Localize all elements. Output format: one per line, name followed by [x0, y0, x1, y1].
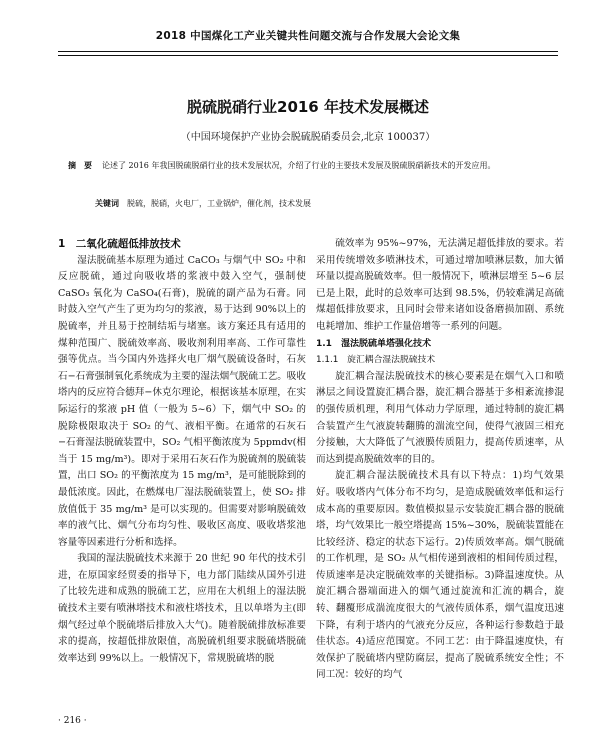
- running-header: 2018 中国煤化工产业关键共性问题交流与合作发展大会论文集: [155, 30, 461, 42]
- header-rule-thin: [58, 55, 558, 56]
- abstract-label: 摘 要: [68, 161, 92, 170]
- author-affiliation: （中国环境保护产业协会脱硫脱硝委员会,北京 100037）: [180, 132, 436, 143]
- paragraph: 湿法脱硫基本原理为通过 CaCO₃ 与烟气中 SO₂ 中和反应脱硫，通过向吸收塔的浆液中鼓入空气，强制使 CaSO₃ 氧化为 CaSO₄(石膏)，脱硫的副产品为石膏。同时鼓入空气产生了更为均匀的浆液，易于达到 90%以上的脱硫率，并且易于控制结垢与堵塞。该方案还具有适用的煤种范围广、脱硫效率高、吸收剂利用率高、工作可靠性强等优点。当今国内外选择火电厂烟气脱硫设备时，石灰石−石膏强制氧化系统成为主要的湿法烟气脱硫工艺。吸收塔内的反应符合德拜−休克尔理论，根据该基本原理，在实际运行的浆液 pH 值（一般为 5~6）下，烟气中 SO₂ 的脱除极限取决于 SO₂ 的气、液相平衡。在通常的石灰石−石膏湿法脱硫装置中，SO₂ 气相平衡浓度为 5ppmdv(相当于 15 mg/m³)。即对于采用石灰石作为脱硫剂的脱硫装置，出口 SO₂ 的平衡浓度为 15 mg/m³，是可能脱除到的最低浓度。因此，在燃煤电厂湿法脱硫装置上，使 SO₂ 排放值低于 35 mg/m³ 是可以实现的。但需要对影响脱硫效率的液气比、烟气分布均匀性、吸收区高度、吸收塔浆池容量等因素进行分析和选择。: [58, 254, 306, 548]
- abstract-text: 论述了 2016 年我国脱硫脱硝行业的技术发展状况，介绍了行业的主要技术发展及脱硫脱硝新技术的开发应用。: [102, 161, 496, 170]
- keywords-text: 脱硫，脱硝，火电厂，工业锅炉，催化剂，技术发展: [127, 199, 311, 208]
- keywords: [95, 198, 540, 209]
- left-column: [58, 236, 306, 667]
- paragraph: 我国的湿法脱硫技术来源于 20 世纪 90 年代的技术引进，在原国家经贸委的指导下，电力部门陆续从国外引进了比较先进和成熟的脱硫工艺，应用在大机组上的湿法脱硫技术主要有喷淋塔技术和液柱塔技术，且以单塔为主(即烟气经过单个脱硫塔后排放入大气)。随着脱硫排放标准要求的提高，按超低排放限值，高脱硫机组要求脱硫塔脱硫效率达到 99%以上。一般情况下，常规脱硫塔的脱: [58, 553, 306, 664]
- paragraph: 旋汇耦合湿法脱硫技术的核心要素是在烟气入口和喷淋层之间设置旋汇耦合器，旋汇耦合器基于多相紊流掺混的强传质机理，利用气体动力学原理，通过特制的旋汇耦合装置产生气液旋转翻腾的湍流空间，使得气液固三相充分接触，大大降低了气液膜传质阻力，提高传质速率，从而达到提高脱硫效率的目的。: [316, 370, 564, 465]
- article-title: 脱硫脱硝行业2016 年技术发展概述: [187, 98, 429, 116]
- subsubsection-heading: 1.1.1 旋汇耦合湿法脱硫技术: [316, 355, 436, 366]
- subsection-heading: 1.1 湿法脱硫单塔强化技术: [316, 338, 431, 349]
- section-heading: 1 二氧化硫超低排放技术: [58, 238, 181, 250]
- page-number: · 216 ·: [58, 716, 87, 726]
- keywords-label: 关键词: [95, 199, 119, 208]
- header-rule-thick: [58, 51, 558, 52]
- paragraph: 旋汇耦合湿法脱硫技术具有以下特点：1)均气效果好。吸收塔内气体分布不均匀，是造成脱硫效率低和运行成本高的重要原因。数值模拟显示安装旋汇耦合器的脱硫塔，均气效果比一般空塔提高 15%~30%，脱硫装置能在比较经济、稳定的状态下运行。2)传质效率高。烟气脱硫的工作机理，是 SO₂ 从气相传递到液相的相间传质过程，传质速率是决定脱硫效率的关键指标。3)降温速度快。从旋汇耦合器端面进入的烟气通过旋流和汇流的耦合，旋转、翻覆形成湍流度很大的气液传质体系，烟气温度迅速下降，有利于塔内的气液充分反应，各种运行参数趋于最佳状态。4)适应范围宽。不同工艺：由于降温速度快，有效保护了脱硫塔内壁防腐层，提高了脱硫系统安全性；不同工况：较好的均气: [316, 470, 564, 681]
- right-column: [316, 236, 564, 684]
- abstract: [68, 160, 540, 173]
- paragraph: 硫效率为 95%~97%，无法满足超低排放的要求。若采用传统增效多喷淋技术，可通过增加喷淋层数，加大循环量以提高脱硫效率。但一般情况下，喷淋层增至 5~6 层已是上限，此时的总效率可达到 98.5%，仍较难满足高硫煤超低排放要求，且同时会带来诸如设备磨损加剧、系统电耗增加、维护工作量倍增等一系列的问题。: [316, 238, 564, 332]
